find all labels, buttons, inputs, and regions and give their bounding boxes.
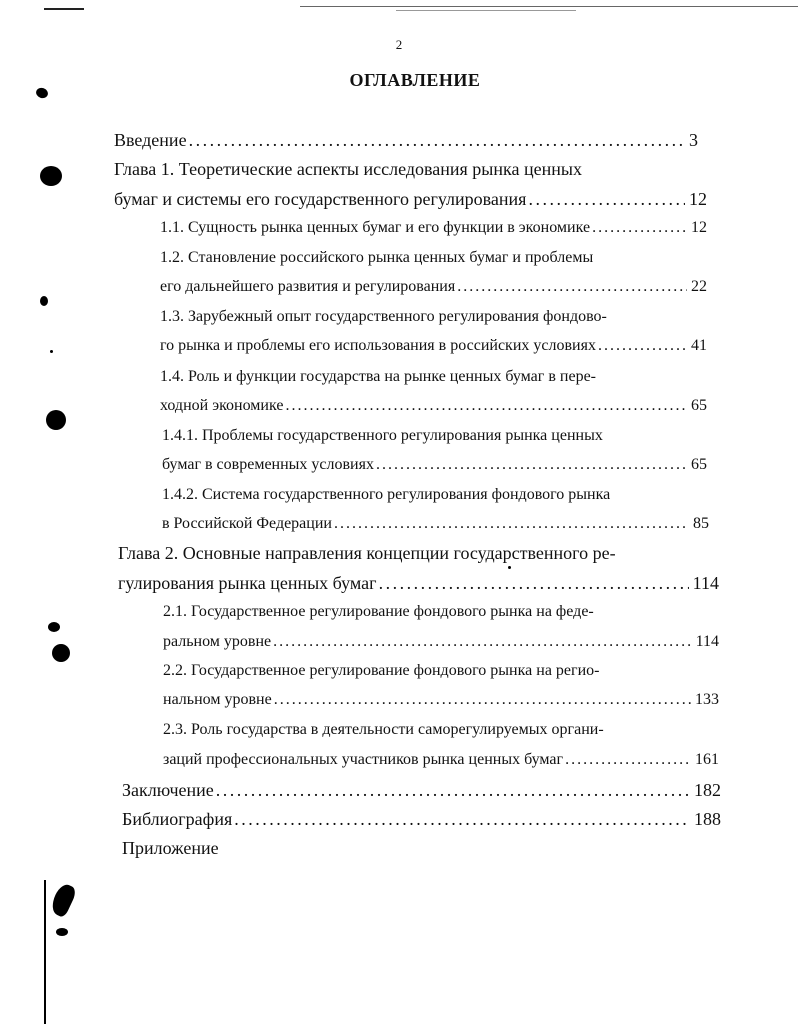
toc-entry-conclusion[interactable]	[122, 781, 721, 799]
toc-entry-section-1-4-1[interactable]	[162, 457, 707, 473]
toc-entry-label: Введение	[114, 130, 187, 150]
page-title: ОГЛАВЛЕНИЕ	[349, 70, 481, 90]
toc-entry-label: в Российской Федерации	[162, 515, 332, 532]
toc-page-number: 41	[691, 337, 707, 354]
toc-entry-label: ходной экономике	[160, 397, 284, 414]
toc-entry-section-1-4[interactable]	[160, 398, 707, 414]
dot-leader	[592, 220, 687, 236]
toc-entry-section-1-1[interactable]	[160, 220, 707, 236]
toc-entry-label: Заключение	[122, 780, 214, 800]
dot-leader	[273, 634, 691, 650]
toc-entry-label: ральном уровне	[163, 633, 272, 650]
toc-entry-label: го рынка и проблемы его использования в российских условиях	[160, 337, 596, 354]
page-number: 2	[395, 37, 403, 52]
toc-page-number: 85	[693, 515, 709, 532]
toc-entry-section-1-4-2-line1[interactable]: 1.4.2. Система государственного регулирования фондового рынка	[162, 486, 611, 503]
dot-leader	[376, 457, 687, 473]
toc-entry-label: его дальнейшего развития и регулирования	[160, 278, 456, 295]
toc-entry-appendix[interactable]: Приложение	[122, 838, 219, 858]
toc-page-number: 3	[689, 130, 698, 150]
toc-entry-label: гулирования рынка ценных бумаг	[118, 573, 377, 593]
binder-hole-mark	[48, 882, 78, 919]
toc-entry-label: бумаг в современных условиях	[162, 456, 374, 473]
toc-entry-section-1-2[interactable]	[160, 279, 707, 295]
toc-page-number: 65	[691, 456, 707, 473]
scan-speck	[508, 566, 511, 569]
toc-page-number: 182	[694, 780, 721, 800]
toc-entry-section-2-3[interactable]	[163, 752, 719, 768]
toc-entry-section-1-3[interactable]	[160, 338, 707, 354]
toc-page-number: 114	[692, 573, 719, 593]
scan-artifact-line	[44, 8, 84, 10]
toc-page-number: 114	[695, 633, 719, 650]
toc-entry-label: нальном уровне	[163, 691, 272, 708]
toc-entry-section-2-2[interactable]	[163, 692, 719, 708]
dot-leader	[379, 574, 689, 592]
toc-entry-intro[interactable]	[114, 131, 698, 149]
dot-leader	[274, 692, 691, 708]
toc-entry-label: заций профессиональных участников рынка ценных бумаг	[163, 751, 564, 768]
dot-leader	[457, 279, 687, 295]
toc-page-number: 188	[694, 809, 721, 829]
toc-entry-section-2-2-line1[interactable]: 2.2. Государственное регулирование фондового рынка на регио-	[163, 662, 600, 679]
scan-speck	[50, 350, 53, 353]
toc-page-number: 161	[695, 751, 719, 768]
toc-entry-section-2-1[interactable]	[163, 634, 719, 650]
toc-page-number: 12	[689, 189, 707, 209]
binder-hole-mark	[48, 622, 60, 632]
toc-entry-chapter-2-line1[interactable]: Глава 2. Основные направления концепции государственного ре-	[118, 543, 616, 563]
scan-edge-shadow	[44, 880, 46, 1024]
scan-artifact-line	[300, 6, 798, 7]
toc-entry-bibliography[interactable]	[122, 810, 721, 828]
binder-hole-mark	[46, 410, 66, 430]
dot-leader	[285, 398, 687, 414]
toc-entry-section-1-2-line1[interactable]: 1.2. Становление российского рынка ценных бумаг и проблемы	[160, 249, 594, 266]
binder-hole-mark	[40, 166, 62, 186]
dot-leader	[216, 781, 690, 799]
toc-entry-label: бумаг и системы его государственного регулирования	[114, 189, 527, 209]
dot-leader	[234, 810, 690, 828]
toc-entry-chapter-1[interactable]	[114, 190, 707, 208]
toc-entry-section-1-4-line1[interactable]: 1.4. Роль и функции государства на рынке ценных бумаг в пере-	[160, 368, 596, 385]
toc-page-number: 65	[691, 397, 707, 414]
toc-entry-section-1-3-line1[interactable]: 1.3. Зарубежный опыт государственного регулирования фондово-	[160, 308, 607, 325]
toc-entry-label: 1.1. Сущность рынка ценных бумаг и его функции в экономике	[160, 219, 591, 236]
binder-hole-mark	[40, 296, 48, 306]
dot-leader	[528, 190, 685, 208]
dot-leader	[334, 516, 689, 532]
toc-entry-section-1-4-1-line1[interactable]: 1.4.1. Проблемы государственного регулирования рынка ценных	[162, 427, 603, 444]
toc-entry-label: Библиография	[122, 809, 233, 829]
dot-leader	[189, 131, 685, 149]
toc-entry-chapter-1-line1[interactable]: Глава 1. Теоретические аспекты исследования рынка ценных	[114, 159, 582, 179]
binder-hole-mark	[56, 928, 68, 936]
toc-entry-section-2-3-line1[interactable]: 2.3. Роль государства в деятельности саморегулируемых органи-	[163, 721, 604, 738]
toc-entry-section-2-1-line1[interactable]: 2.1. Государственное регулирование фондового рынка на феде-	[163, 603, 594, 620]
toc-entry-section-1-4-2[interactable]	[162, 516, 709, 532]
toc-page-number: 22	[691, 278, 707, 295]
toc-entry-chapter-2[interactable]	[118, 574, 719, 592]
toc-page-number: 12	[691, 219, 707, 236]
binder-hole-mark	[52, 644, 70, 662]
dot-leader	[565, 752, 691, 768]
dot-leader	[598, 338, 687, 354]
scan-artifact-line	[396, 10, 576, 11]
toc-page-number: 133	[695, 691, 719, 708]
